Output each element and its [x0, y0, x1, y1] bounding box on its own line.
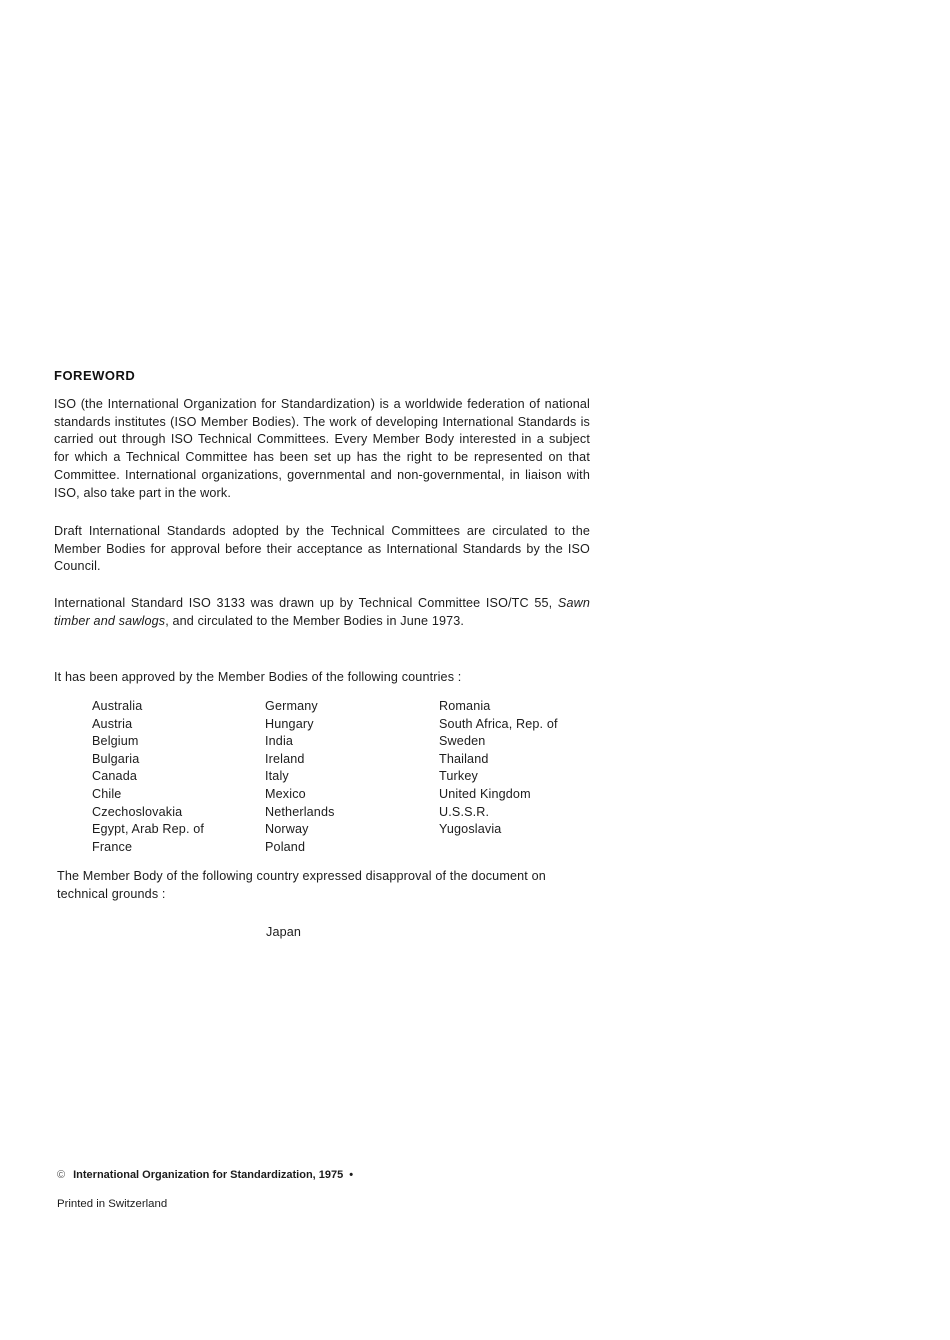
paragraph-3-text-start: International Standard ISO 3133 was drawn up by Technical Committee ISO/TC 55, — [54, 596, 558, 610]
country-name: Egypt, Arab Rep. of — [92, 822, 205, 837]
country-column-1 — [92, 698, 204, 856]
country-name: Turkey — [439, 769, 478, 784]
committee-title: Sawn timber and sawlogs — [54, 596, 590, 628]
country-name: Canada — [92, 769, 138, 784]
country-name: Belgium — [92, 734, 139, 749]
country-name: Bulgaria — [92, 751, 140, 766]
paragraph-3-text-end: , and circulated to the Member Bodies in June 1973. — [165, 613, 465, 628]
country-name: Czechoslovakia — [92, 804, 183, 819]
bullet-mark: • — [349, 1169, 354, 1181]
country-name: Mexico — [265, 786, 306, 801]
country-name: South Africa, Rep. of — [439, 716, 558, 731]
country-name: Chile — [92, 786, 122, 801]
copyright-line — [57, 1169, 353, 1181]
country-name: Austria — [92, 716, 133, 731]
copyright-text: International Organization for Standardization, 1975 — [73, 1169, 344, 1181]
foreword-paragraph-1: ISO (the International Organization for Standardization) is a worldwide federation of national standards institutes (ISO Member Bodies). The work of developing International Standards is carried out through ISO Technical Committees. Every Member Body interested in a subject for which a Technical Committee has been set up has the right to be represented on that Committee. International organizations, governmental and non-governmental, in liaison with ISO, also take part in the work. — [54, 397, 590, 500]
printed-in-line: Printed in Switzerland — [57, 1198, 168, 1210]
country-name: Romania — [439, 699, 491, 713]
disapproval-intro: The Member Body of the following country expressed disapproval of the document on technical grounds : — [57, 869, 546, 901]
country-name: India — [265, 734, 294, 749]
country-name: Germany — [265, 699, 318, 713]
country-name: Sweden — [439, 734, 486, 749]
country-name: United Kingdom — [439, 786, 531, 801]
disapproving-country: Japan — [266, 925, 302, 939]
foreword-heading: FOREWORD — [54, 368, 136, 383]
approval-intro: It has been approved by the Member Bodies of the following countries : — [54, 670, 462, 684]
copyright-symbol: © — [57, 1169, 66, 1181]
country-name: Yugoslavia — [439, 822, 502, 837]
country-name: Italy — [265, 769, 289, 784]
country-name: Poland — [265, 839, 306, 854]
country-column-2 — [265, 698, 335, 856]
foreword-paragraph-2: Draft International Standards adopted by the Technical Committees are circulated to the Member Bodies for approval before their acceptance as International Standards by the ISO Council. — [54, 524, 590, 574]
country-name: Ireland — [265, 751, 305, 766]
country-name: France — [92, 839, 133, 854]
foreword-paragraph-3 — [54, 595, 590, 630]
country-name: Hungary — [265, 716, 314, 731]
country-name: Netherlands — [265, 804, 335, 819]
country-column-3 — [439, 698, 558, 839]
country-name: Australia — [92, 699, 143, 713]
country-name: Norway — [265, 822, 309, 837]
country-name: Thailand — [439, 751, 489, 766]
country-name: U.S.S.R. — [439, 804, 490, 819]
